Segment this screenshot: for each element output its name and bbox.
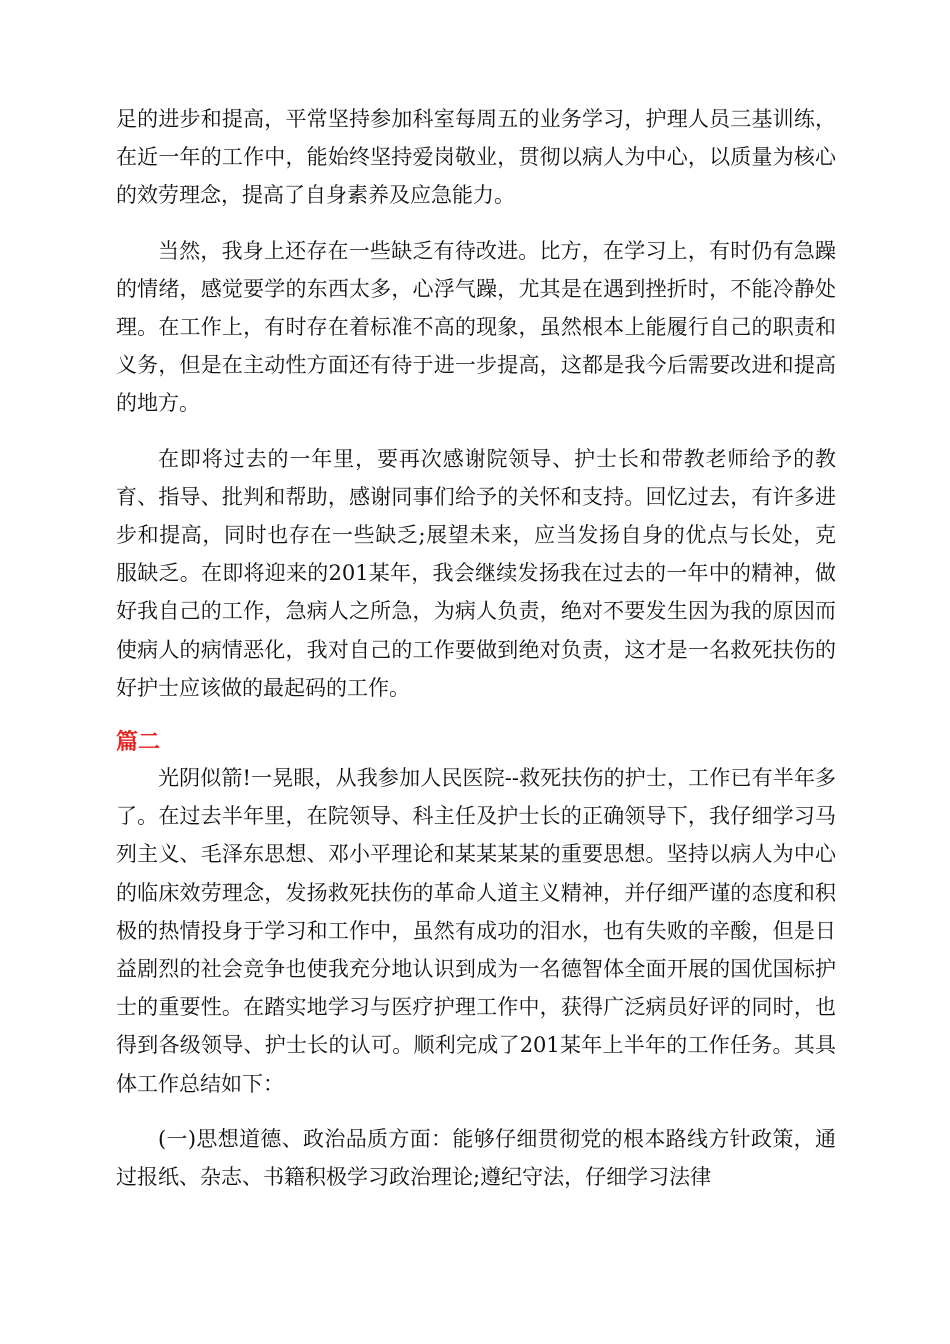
paragraph-continued: 足的进步和提高，平常坚持参加科室每周五的业务学习，护理人员三基训练，在近一年的工作中，能始终坚持爱岗敬业，贯彻以病人为中心，以质量为核心的效劳理念，提高了自身素养及应急能力。: [116, 107, 836, 208]
paragraph-political-quality: (一)思想道德、政治品质方面：能够仔细贯彻党的根本路线方针政策，通过报纸、杂志、书籍积极学习政治理论;遵纪守法，仔细学习法律: [116, 1126, 836, 1190]
paragraph-summary-intro: 光阴似箭!一晃眼，从我参加人民医院--救死扶伤的护士，工作已有半年多了。在过去半年里，在院领导、科主任及护士长的正确领导下，我仔细学习马列主义、毛泽东思想、邓小平理论和某某某某的重要思想。坚持以病人为中心的临床效劳理念，发扬救死扶伤的革命人道主义精神，并仔细严谨的态度和积极的热情投身于学习和工作中，虽然有成功的泪水，也有失败的辛酸，但是日益剧烈的社会竞争也使我充分地认识到成为一名德智体全面开展的国优国标护士的重要性。在踏实地学习与医疗护理工作中，获得广泛病员好评的同时，也得到各级领导、护士长的认可。顺利完成了201某年上半年的工作任务。其具体工作总结如下：: [116, 766, 836, 1096]
paragraph-gratitude: 在即将过去的一年里，要再次感谢院领导、护士长和带教老师给予的教育、指导、批判和帮助，感谢同事们给予的关怀和支持。回忆过去，有许多进步和提高，同时也存在一些缺乏;展望未来，应当发扬自身的优点与长处，克服缺乏。在即将迎来的201某年，我会继续发扬我在过去的一年中的精神，做好我自己的工作，急病人之所急，为病人负责，绝对不要发生因为我的原因而使病人的病情恶化，我对自己的工作要做到绝对负责，这才是一名救死扶伤的好护士应该做的最起码的工作。: [116, 446, 836, 700]
section-heading: 篇二: [116, 730, 161, 756]
paragraph-shortcomings: 当然，我身上还存在一些缺乏有待改进。比方，在学习上，有时仍有急躁的情绪，感觉要学的东西太多，心浮气躁，尤其是在遇到挫折时，不能冷静处理。在工作上，有时存在着标准不高的现象，虽然根本上能履行自己的职责和义务，但是在主动性方面还有待于进一步提高，这都是我今后需要改进和提高的地方。: [116, 238, 836, 416]
document-page: [116, 100, 836, 1213]
